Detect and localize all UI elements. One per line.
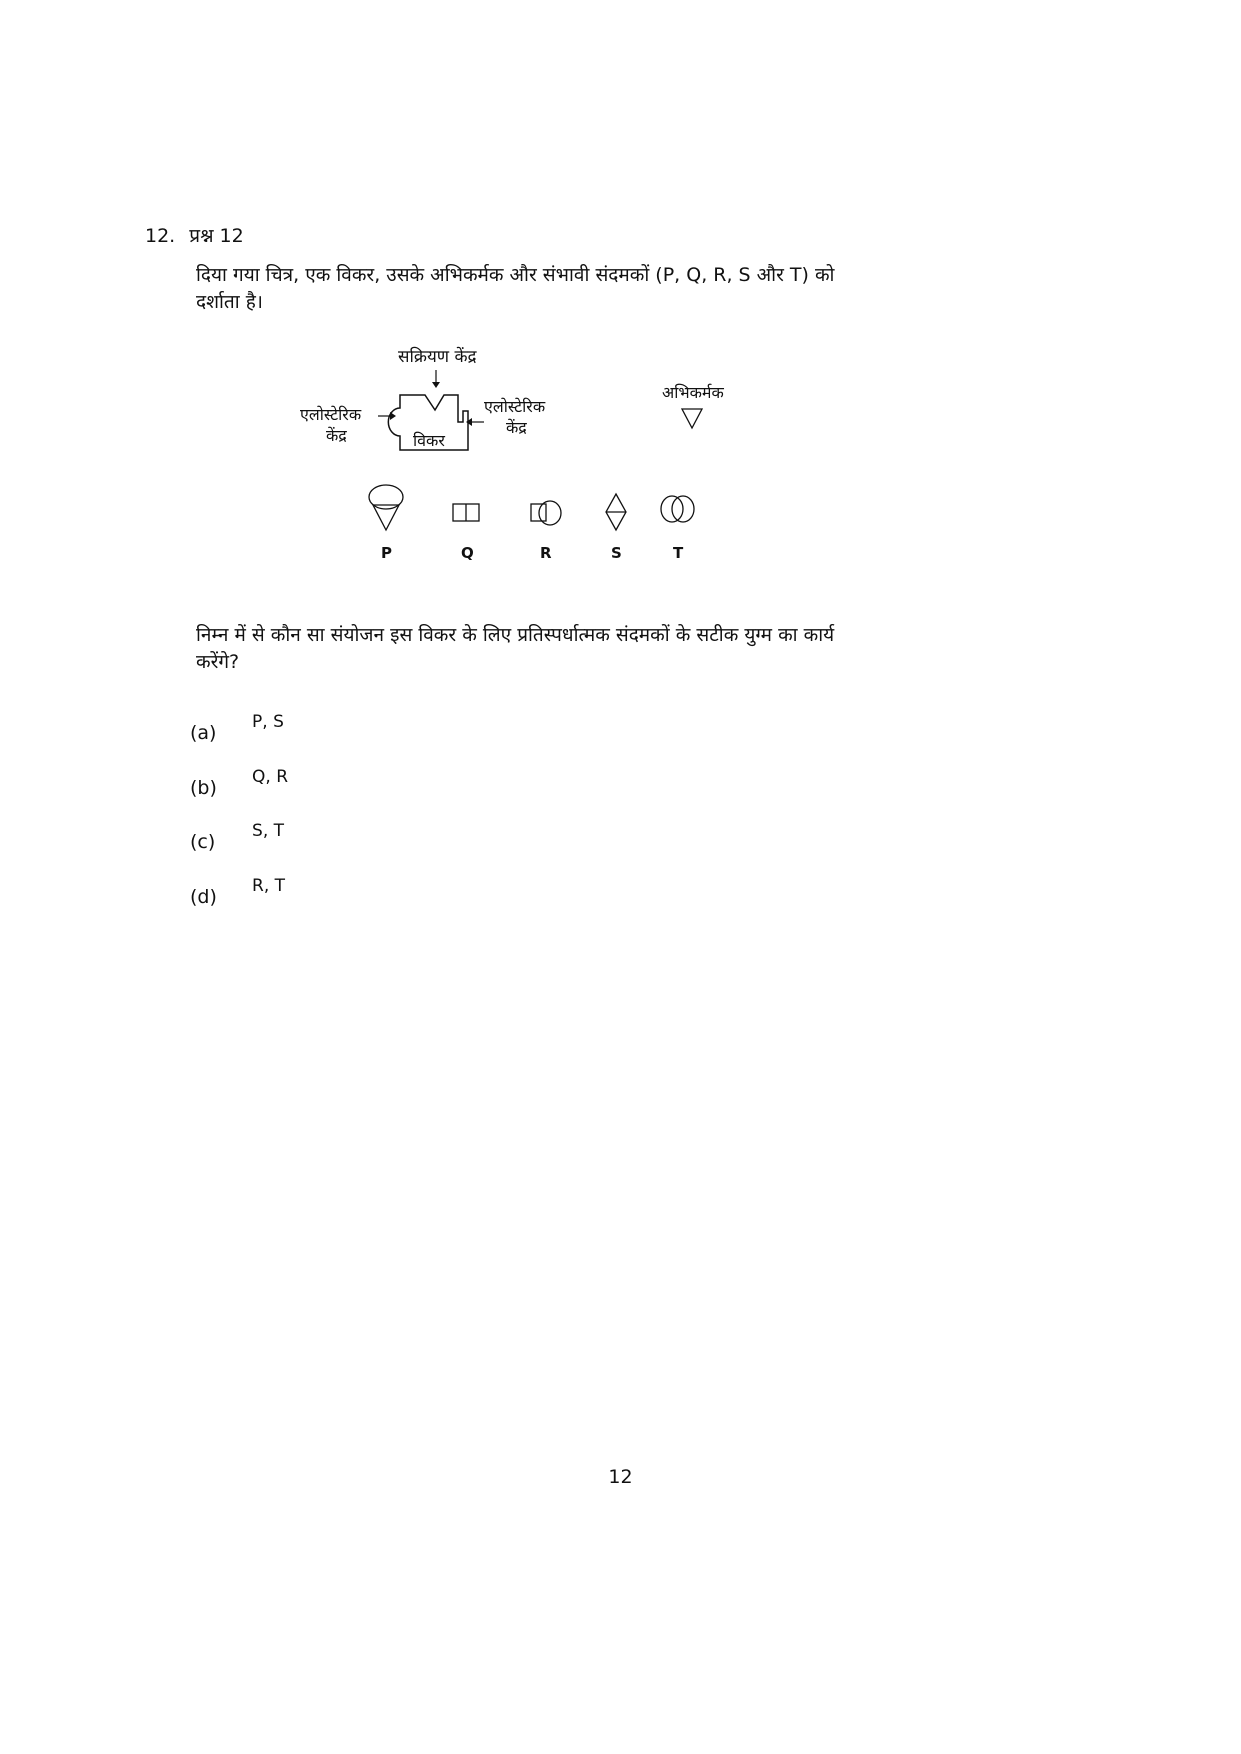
substrate-label: अभिकर्मक [662,383,724,402]
active-site-arrowhead [432,382,440,388]
option-d[interactable] [190,876,286,908]
option-d-label: (d) [190,886,217,908]
stem-line-2: दर्शाता है। [196,291,264,313]
allosteric-left-line1: एलोस्टेरिक [300,405,362,424]
inhibitor-label-s: S [611,544,622,562]
inhibitor-label-t: T [673,544,684,562]
inhibitor-s-shape [606,494,626,530]
question-prompt [196,622,896,676]
option-b[interactable] [190,767,289,799]
inhibitor-label-p: P [381,544,392,562]
enzyme-label: विकर [413,431,445,450]
inhibitor-label-r: R [540,544,552,562]
allosteric-right-arrowhead [466,418,472,426]
allosteric-right-line1: एलोस्टेरिक [484,397,546,416]
inhibitor-t-shape [661,496,694,522]
prompt-line-1: निम्न में से कौन सा संयोजन इस विकर के लिए प्रतिस्पर्धात्मक संदमकों के सटीक युग्म का कार्य [196,624,835,646]
question-header [145,222,244,248]
inhibitor-r-shape [531,501,561,525]
inhibitor-p-shape [369,485,403,530]
option-c-label: (c) [190,831,216,853]
stem-line-1: दिया गया चित्र, एक विकर, उसके अभिकर्मक और संभावी संदमकों (P, Q, R, S और T) को [196,264,835,286]
substrate-triangle-icon [682,409,702,428]
option-b-label: (b) [190,777,217,799]
active-site-label: सक्रियण केंद्र [398,347,477,367]
allosteric-left-line2: केंद्र [326,426,347,445]
question-stem [196,262,896,316]
prompt-line-2: करेंगे? [196,651,240,673]
inhibitor-q-shape [453,504,479,521]
page-number: 12 [608,1466,633,1488]
allosteric-left-arrowhead [390,412,396,420]
option-d-value: R, T [252,876,286,896]
option-a-label: (a) [190,722,217,744]
option-b-value: Q, R [252,767,289,787]
inhibitor-label-q: Q [461,544,474,562]
question-number: 12. [145,225,176,247]
option-c-value: S, T [252,821,285,841]
question-title: प्रश्न 12 [189,225,244,247]
enzyme-inhibitor-figure [300,340,760,570]
option-a-value: P, S [252,712,284,732]
allosteric-right-line2: केंद्र [506,418,527,437]
option-c[interactable] [190,821,285,853]
option-a[interactable] [190,712,284,744]
